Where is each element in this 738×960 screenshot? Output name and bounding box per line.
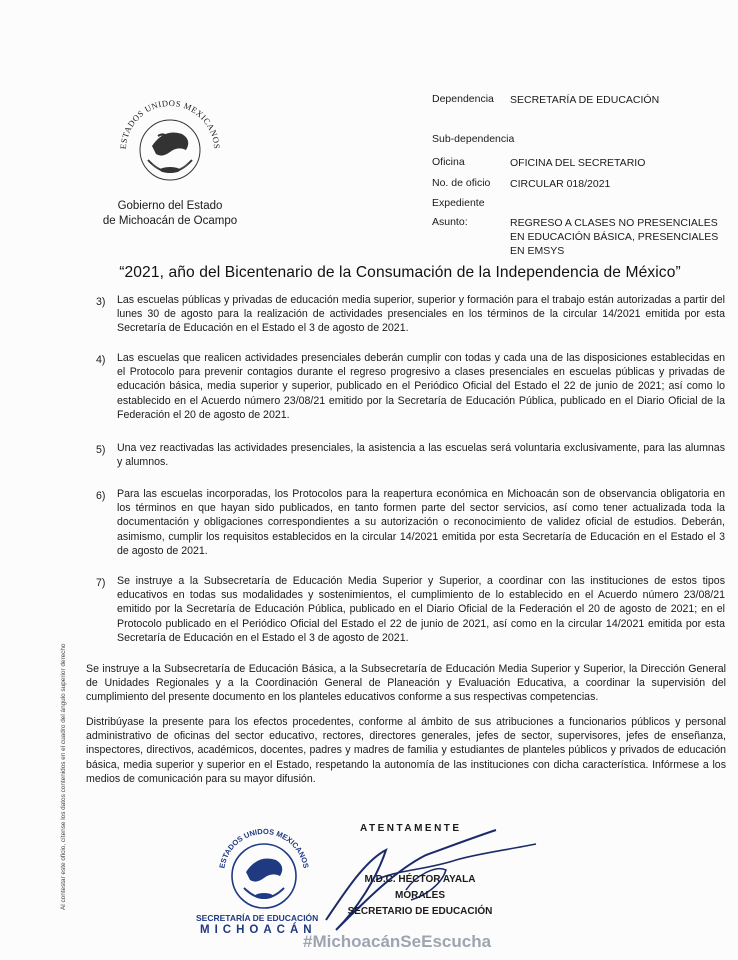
field-label-expediente: Expediente	[432, 197, 485, 209]
stamp-state: MICHOACÁN	[200, 924, 317, 936]
stamp-ring-text: ESTADOS UNIDOS MEXICANOS	[217, 826, 311, 870]
signer-block	[340, 872, 500, 920]
field-label-asunto: Asunto:	[432, 216, 468, 228]
item-paragraph: Se instruye a la Subsecretaría de Educación Media Superior y Superior, a coordinar con las instituciones de estos tipos educativos en todas sus modalidades y sostenimientos, el cumplimiento de lo establecido en el Acuerdo número 23/08/21 emitido por la Secretaría de Educación Pública, publicado en el Diario Oficial de la Federación el 20 de agosto de 2021; en el Protocolo publicado en el Periódico Oficial del Estado el 22 de junio de 2021, así como en la circular 14/2021 emitida por esta Secretaría de Educación en el Estado el 3 de agosto de 2021.	[117, 575, 725, 644]
item-number: 4)	[96, 354, 106, 366]
field-value-no-oficio: CIRCULAR 018/2021	[510, 178, 611, 190]
signer-name: M.D.C. HÉCTOR AYALA MORALES	[364, 874, 476, 901]
field-label-no-oficio: No. de oficio	[432, 177, 491, 189]
field-label-dependencia: Dependencia	[432, 93, 494, 105]
stamp-label: SECRETARÍA DE EDUCACIÓN	[196, 913, 319, 923]
field-label-oficina: Oficina	[432, 156, 465, 168]
item-paragraph: Una vez reactivadas las actividades presenciales, la asistencia a las escuelas será voluntaria exclusivamente, para las alumnas y alumnos.	[117, 442, 725, 469]
field-value-oficina: OFICINA DEL SECRETARIO	[510, 157, 646, 169]
hashtag-watermark: #MichoacánSeEscucha	[303, 932, 492, 951]
field-label-subdependencia: Sub-dependencia	[432, 133, 515, 145]
item-paragraph: Para las escuelas incorporadas, los Protocolos para la reapertura económica en Michoacán son de observancia obligatoria en los términos en que hayan sido publicados, en tanto formen parte del sector servicios, así como tener actualizada toda la documentación y obligaciones correspondientes a su autorización o reconocimiento de validez oficial de estudios. Deberán, asimismo, cumplir los requisitos establecidos en la circular 14/2021 emitida por esta Secretaría de Educación en el Estado el 3 de agosto de 2021.	[117, 488, 725, 557]
government-name-line2: de Michoacán de Ocampo	[102, 215, 238, 227]
mexico-coat-of-arms-seal	[112, 88, 228, 198]
item-paragraph: Las escuelas públicas y privadas de educación media superior, superior y formación para el trabajo están autorizadas a partir del lunes 30 de agosto para la realización de actividades presenciales en los términos de la circular 14/2021 emitida por esta Secretaría de Educación en el Estado el 3 de agosto de 2021.	[117, 294, 725, 335]
salutation: ATENTAMENTE	[360, 823, 462, 834]
item-number: 7)	[96, 577, 106, 589]
government-name	[80, 199, 260, 229]
distribution-paragraph: Distribúyase la presente para los efectos procedentes, conforme al ámbito de sus atribuciones a funcionarios públicos y personal administrativo de oficinas del sector educativo, rectores, directores generales, jefes de sector, supervisores, jefes de enseñanza, inspectores, directivos, académicos, docentes, padres y madres de familia y estudiantes de planteles públicos y privados de educación básica, media superior y superior en el Estado, respetando la autonomía de las instituciones con dicha característica. Infórmese a los medios de comunicación para su mayor difusión.	[86, 716, 726, 785]
seal-ring-text: ESTADOS UNIDOS MEXICANOS	[117, 97, 223, 150]
year-motto: “2021, año del Bicentenario de la Consumación de la Independencia de México”	[119, 264, 681, 281]
field-value-dependencia: SECRETARÍA DE EDUCACIÓN	[510, 94, 660, 106]
supervision-paragraph: Se instruye a la Subsecretaría de Educación Básica, a la Subsecretaría de Educación Media Superior y Superior, la Dirección General de Unidades Regionales y a la Coordinación General de Planeación y Evaluación Educativa, a coordinar la supervisión del cumplimiento del presente documento en los planteles educativos conforme a sus respectivas competencias.	[86, 663, 726, 704]
government-name-line1: Gobierno del Estado	[117, 200, 223, 212]
ministry-stamp	[214, 822, 314, 918]
item-number: 6)	[96, 490, 106, 502]
field-value-asunto: REGRESO A CLASES NO PRESENCIALES EN EDUCACIÓN BÁSICA, PRESENCIALES EN EMSYS	[510, 217, 719, 257]
item-paragraph: Las escuelas que realicen actividades presenciales deberán cumplir con todas y cada una de las disposiciones establecidas en el Protocolo para prevenir contagios durante el regreso progresivo a clases presenciales en escuelas públicas y privadas de educación básica, media superior y superior, publicado en el Periódico Oficial del Estado el 22 de junio de 2021; así como lo establecido en el Acuerdo número 23/08/21 emitido por la Secretaría de Educación Pública, publicado en el Diario Oficial de la Federación el 20 de agosto de 2021.	[117, 352, 725, 421]
signer-title: SECRETARIO DE EDUCACIÓN	[347, 906, 493, 917]
side-note: Al contestar este oficio, cítense los datos contenidos en el cuadro del ángulo superior derecho	[60, 643, 67, 910]
item-number: 5)	[96, 444, 106, 456]
item-number: 3)	[96, 296, 106, 308]
